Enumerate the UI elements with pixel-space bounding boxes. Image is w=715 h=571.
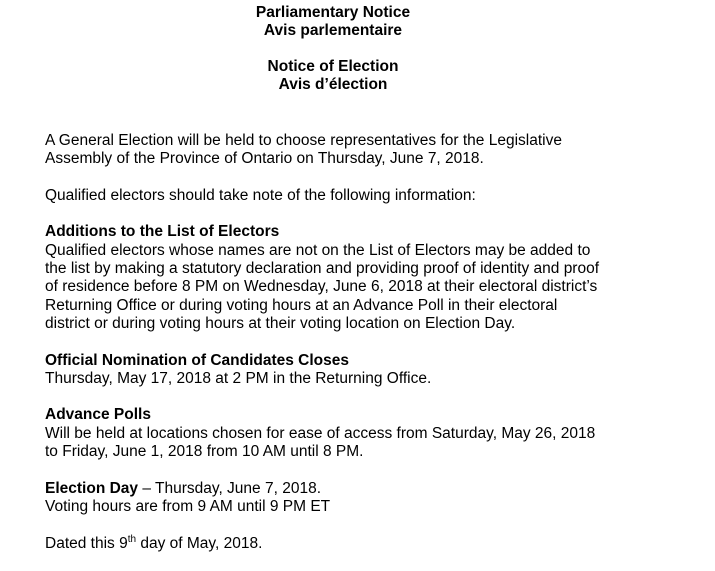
additions-heading: Additions to the List of Electors bbox=[45, 223, 280, 241]
dated-line bbox=[45, 535, 705, 553]
subtitle-english: Notice of Election bbox=[267, 58, 399, 75]
election-notice-title bbox=[0, 58, 666, 94]
dated-prefix: Dated this 9 bbox=[45, 534, 128, 552]
subtitle-french: Avis d’élection bbox=[278, 76, 388, 93]
election-day-section bbox=[45, 480, 705, 517]
dated-suffix: day of May, 2018. bbox=[136, 534, 263, 552]
nomination-line: Thursday, May 17, 2018 at 2 PM in the Returning Office. bbox=[45, 369, 432, 387]
advance-polls-line-1: Will be held at locations chosen for ease of access from Saturday, May 26, 2018 bbox=[45, 424, 596, 442]
intro-line-1: A General Election will be held to choose representatives for the Legislative bbox=[45, 132, 562, 149]
additions-line-5: district or during voting hours at their voting location on Election Day. bbox=[45, 314, 516, 332]
notice-title bbox=[0, 4, 666, 40]
nomination-heading: Official Nomination of Candidates Closes bbox=[45, 351, 350, 369]
additions-line-3: of residence before 8 PM on Wednesday, June 6, 2018 at their electoral district’s bbox=[45, 278, 598, 296]
election-day-date: – Thursday, June 7, 2018. bbox=[138, 479, 321, 497]
advance-polls-line-2: to Friday, June 1, 2018 from 10 AM until 8 PM. bbox=[45, 443, 364, 461]
additions-section bbox=[45, 223, 705, 333]
voting-hours: Voting hours are from 9 AM until 9 PM ET bbox=[45, 497, 331, 515]
title-english: Parliamentary Notice bbox=[255, 4, 411, 21]
additions-line-2: the list by making a statutory declaration and providing proof of identity and proof bbox=[45, 260, 600, 278]
additions-line-4: Returning Office or during voting hours at an Advance Poll in their electoral bbox=[45, 296, 558, 314]
additions-line-1: Qualified electors whose names are not on the List of Electors may be added to bbox=[45, 241, 591, 259]
election-day-heading: Election Day bbox=[45, 479, 139, 497]
intro-paragraph bbox=[45, 132, 705, 169]
advance-polls-heading: Advance Polls bbox=[45, 406, 151, 424]
nomination-section bbox=[45, 352, 705, 389]
intro-line-2: Assembly of the Province of Ontario on Thursday, June 7, 2018. bbox=[45, 150, 484, 168]
notice-body bbox=[45, 132, 705, 553]
advance-polls-section bbox=[45, 406, 705, 461]
note-paragraph: Qualified electors should take note of the following information: bbox=[45, 186, 476, 204]
dated-superscript: th bbox=[127, 533, 137, 545]
title-french: Avis parlementaire bbox=[263, 22, 403, 39]
